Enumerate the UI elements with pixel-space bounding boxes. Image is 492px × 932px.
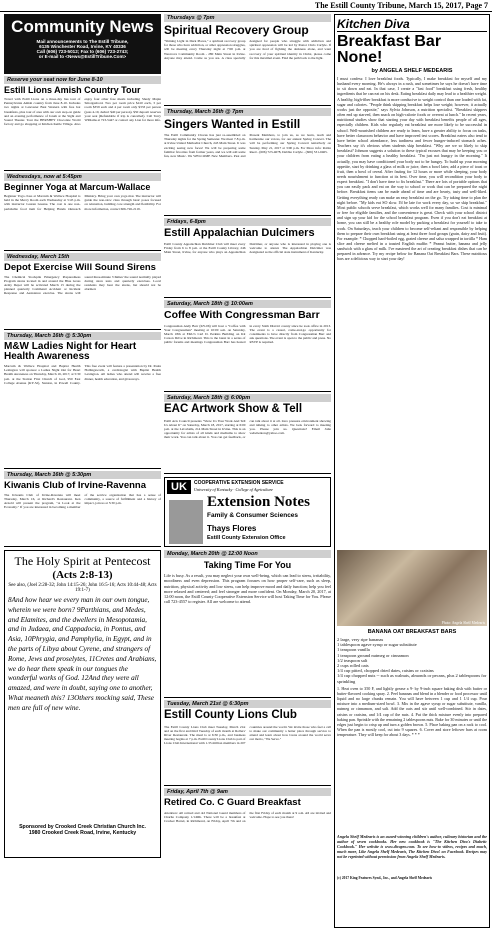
kitchen-kicker: Kitchen Diva: [337, 17, 487, 32]
lions-club-body: The Estill County Lions Club meet Tuesday, March 21st and on the first and third Tuesday of each month at Rollers' River Restaurant. The meal is at 6:30 p.m., and business meeting begins at 7 p.m. Estill County Lions Club is part of Lions Club International with 1.35 million members in 207 countries around the world. We invite those who feel a call to make our community a better place through service to attend and learn about how Lions around the world serve our motto, "We Serve.": [164, 724, 331, 746]
singers-section: [164, 108, 331, 216]
coffee-section: [164, 300, 331, 392]
lions-tour-title: Estill Lions Amish Country Tour: [4, 85, 141, 95]
events-column: [164, 14, 331, 858]
bible-verses: 8And how hear we every man in our own tongue, wherein we were born? 9Parthians, and Medes, and Elamites, and the dwellers in Mesopotamia, and in Judaea, and Cappadocia, in Pontus, and Asia, 10Phrygia, and Pamphylia, in Egypt, and in the parts of Libya about Cyrene, and strangers of Rome, Jews and proselytes, 11Cretes and Arabians, we do hear them speak in our tongues the wonderful works of God. 12And they were all amazed, and were in doubt, saying one to another, What meaneth this? 13Others mocking said, These men are full of new wine.: [8, 596, 157, 712]
ingredient-item: 1/4 cup chopped nuts -- such as walnuts, almonds or pecans, plus 2 tablespoons for sprinkling: [337, 673, 487, 684]
ingredient-item: 1 teaspoon ground nutmeg or cinnamon: [337, 652, 409, 658]
kiwanis-body: The Kiwanis Club of Irvine-Ravenna will meet Thursday, March 16, at Richard's Restaurant. Ken Arnold will present the program, "A Look at the Economy." If you are interested in becoming a member of the service organization that has a sense of community, a source of fulfillment and a history of impact, join us at 5:30 p.m.: [4, 492, 161, 510]
kitchen-title: Breakfast Bar None!: [337, 33, 442, 66]
uk-service-line: COOPERATIVE EXTENSION SERVICE: [194, 480, 284, 486]
kiwanis-title: Kiwanis Club of Irvine-Ravenna: [4, 480, 146, 491]
yoga-date-bar: Wednesdays, now at 5:45pm: [4, 173, 161, 181]
recipe-ingredients: [337, 637, 487, 684]
kitchen-article-body: I must confess: I love breakfast foods. Typically, I make breakfast for myself and my husband every morning. He's always in a rush, and sometimes he says he doesn't have time to sit down and eat. In that case, I create a "fast food" breakfast using fresh, healthy ingredients that he can eat on his desk. Eating breakfast daily may lead to a healthier weight. A healthy, high-fiber breakfast is more conducive to weight control than one loaded with fat, sugar and calories. "People think skipping breakfast helps lose weight; however, it actually works just the opposite," says Sylvia Johnson, a nutrition specialist. "Breakfast skippers often end up starved, then snack on high-calorie foods or overeat at lunch." In recent years, nutritional studies show that starting your day with breakfast benefits people of all ages, especially children. Kids who regularly eat breakfast are more likely to be successful in school. Well-nourished children are ready to learn, have a greater ability to focus on tasks, have better classroom behavior and have improved test scores. Breakfast eaters also tend to have better school attendance, less tardiness and fewer hunger-induced stomach aches. Teachers say it's obvious when students skip breakfast. "Why are we so likely to skip breakfast? Johnson suggests a solution to these typical excuses that may be keeping you or your children from eating a healthy breakfast. "I'm just not hungry in the morning." It actually, you may have conditioned your body not to be hungry. To build up your morning appetite, start by drinking a glass of milk or juice, then a bowl later, add a piece of toast or fruit, then a bowl of cereal. After fasting for 12 hours or more while sleeping, your body needs nourishment to function at its best. Over time, you will recondition your body to expect breakfast. "I don't have time to fix breakfast." There are lots of portable options that you can easily pack and eat on the way to school or work that can be prepared the night before. Breakfast items can be made ahead of time and are hearty, tasty and well-liked. Getting everything ready can make an easy breakfast on the go. Try taking time to plan the night before. "My kids eat SO slow. I'd be late for work every day, so we skip breakfast." Most public schools serve breakfast, which works well for many families. Cost is minimal or free for eligible families, and the convenience is great. Check with your school district and sign up your kid for the school breakfast program. Even if you don't eat breakfast at home, you can still be a healthy role model by packing a breakfast for yourself to take to work. On Saturdays, teach your children to become self-reliant and responsible by helping them to prepare their own breakfast using at least three food groups (grain, dairy and fruit). For example: * Chopped hard-boiled egg, grated cheese and salsa wrapped in tortilla * Ham slice and cheese melted in a toasted English muffin * Peanut butter, banana and jelly sandwich with a glass of milk. I've mastered the art of creating breakfast dishes that can be prepared in advance. Try my recipe below for Banana Oat Breakfast Bars. These nutritious bars are a delicious way to start your day!: [337, 76, 487, 262]
bible-title: The Holy Spirit at Pentecost: [14, 554, 151, 568]
lions-date-bar: Reserve your seat now for June 8-10: [4, 76, 161, 84]
ingredient-item: 1/2 teaspoon salt: [337, 657, 368, 663]
recipe-title: BANANA OAT BREAKFAST BARS: [367, 629, 457, 635]
lions-club-title: Estill County Lions Club: [164, 709, 297, 721]
recipe-steps: 1. Heat oven to 350 F, and lightly grease a 9- by 9-inch square baking dish with butter or butter-flavored cooking spray. 2. Peel bananas and blend in a blender or food processor until liquid and no large chunks remain. You will have between 1 cup and 1 1/4 cup. Pour mixture into a medium-sized bowl. 3. Mix in the agave syrup or sugar substitute, vanilla, nutmeg or cinnamon, and salt. Add the oats and stir until well-combined. Stir in dates, raisins or craisins, and 1/4 cup of the nuts. 4. Put the thick mixture evenly into prepared baking pan. Sprinkle with the remaining 2 tablespoons nuts. Bake for 30 minutes or until the edges just begin to crisp up and turn a golden brown. 5. Place baking pan on a rack to cool. When the pan is mostly cool, cut into 9 squares. 6. Cover and store leftover bars at room temperature. They will keep for about 3 days. * * *: [337, 685, 487, 738]
depot-title: Depot Exercise Will Sound Sirens: [4, 262, 156, 273]
ingredient-item: 2 cups rolled oats: [337, 663, 369, 669]
taking-time-date-bar: Monday, March 20th @ 12:00 Noon: [164, 550, 331, 558]
community-title: Community News: [11, 17, 154, 36]
yoga-section: [4, 173, 161, 251]
extension-author-name: Thays Flores: [207, 524, 257, 533]
singers-body: The Estill Community Chorus has just re-assembled on Thursday nights for the Spring Semester. We meet 7-8 p.m. at Irvine United Methodist Church, 243 Main Street. It was exciting seeing new faces! We will be preparing some familiar favorites from former years, and we will add some fun, new Music. We WELCOME New Members. Past and Present Members, to join us, as we learn, teach and harmonize our voices, for our annual Spring Concert. The will be performing our Spring Concert tentatively on Sunday, May 21, 2017 at 3:00 p.m. For More info: Robin Reed - (606) 723-4678, Debbie Carlyle - (606) 531-0465.: [164, 133, 331, 159]
coffee-title: Coffee With Congressman Barr: [164, 309, 320, 321]
lions-club-section: [164, 700, 331, 786]
family-consumer-line: Family & Consumer Sciences: [207, 512, 299, 519]
taking-time-title: Taking Time For You: [203, 560, 292, 570]
retired-body: Attention: All retired and old National Guard members of Charlie Company 1/149th. There will be a breakfast at Cracker Barrel, in Richmond, on Friday, April 7th and on the first Friday of each month at 9 a.m. All are invited and welcome. Hope to see you there!: [164, 810, 331, 823]
depot-body: The Chemical Stockpile Emergency Preparedness Program sirens located in and around the Blue Grass Army Depot will be activated March 15 during the planned quarterly Command Accident or Incident Response and Assistance exercise. The sirens will sound three-minute 'Chimes' the sound normally played during siren tests and quarterly exercises. Local residents may hear the sirens, but should not be alarmed.: [4, 274, 161, 296]
kiwanis-section: [4, 471, 161, 547]
community-news-column: [4, 14, 161, 858]
eac-section: [164, 394, 331, 474]
uk-college-line: University of Kentucky · College of Agriculture: [194, 487, 273, 492]
dulcimer-title: Estill Appalachian Dulcimers: [164, 227, 315, 239]
lions-club-date-bar: Tuesday, March 21st @ 6:30pm: [164, 700, 331, 708]
ingredient-item: 2 large, very ripe bananas: [337, 637, 384, 642]
spiritual-title: Spiritual Recovery Group: [164, 23, 309, 37]
ingredient-item: 1 tablespoon agave syrup or sugar substitute: [337, 642, 417, 648]
retired-guard-section: [164, 788, 331, 858]
lions-tour-body: Travel with Estill Lions on a three-day bus tour of Pennsylvania Amish country from June 8-10. Includes two nights at Lancaster Best Western with free hot breakfasts, plus tour of area with our own step-on guide and an evening performance of Jonah at the Sight and Sound Theater. Tour the HERSHEY Chocolate World factory and go shopping at Kitchen Kettle Village. Also enjoy four other free meals including Shady Maple Smorgasbord. Two per room price $410 each, 3 per room $359 each and 4 per room only $333 per person (pass 4-10, deduct $40 per person). $50 deposit reserves your seat (Refundable if trip is cancelled). Call Terry Williams at 723-5447 or contact any Lion for more info.: [4, 97, 161, 127]
header-text: The Estill County Tribune, March 15, 2017, Page 7: [314, 1, 488, 10]
copyright-line: (c) 2017 King Features Synd., Inc., and Angela Shelf Medearis: [337, 875, 433, 880]
yoga-title: Beginner Yoga at Marcum-Wallace: [4, 182, 151, 192]
mail-line-1: Mail announcements to The Estill Tribune,: [36, 39, 129, 44]
mail-line-3: Call (606) 723-5012; Fax to (606) 723-2743;: [36, 49, 129, 54]
singers-date-bar: Thursday, March 16th @ 7pm: [164, 108, 331, 116]
eac-body: Estill Arts Council presents "Show Us Your Work And Tell Us About It" on Saturday, March 18, 2017, starting at 6:00 p.m. at the LaCabaña, 214 Main Street in Irvine. This is an opportunity for artists of all kinds and mediums to show their work. You can talk about it. You can get feedback, or can talk about it at all. Zero pressure environment showing and talking to other artists. We look forward to meeting you. Please join us. Questions? Email John webebenton@yahoo.com.: [164, 418, 331, 440]
mw-date-bar: Thursday, March 16th @ 5:30pm: [4, 332, 161, 340]
taking-time-section: [164, 550, 331, 698]
mail-line-2: 6135 Winchester Road, Irvine, KY 40336: [39, 44, 126, 49]
mail-line-4: or E-mail to <News@EstillTribune.Com>: [38, 54, 127, 59]
kitchen-byline: by ANGELA SHELF MEDEARIS: [371, 68, 453, 74]
page-header: [0, 0, 492, 12]
ingredient-item: 1 teaspoon vanilla: [337, 647, 370, 653]
eac-date-bar: Saturday, March 18th @ 6:00pm: [164, 394, 331, 402]
depot-section: [4, 253, 161, 330]
dulcimer-section: [164, 218, 331, 298]
breakfast-bar-photo: [337, 550, 487, 626]
mw-section: [4, 332, 161, 469]
mw-body: Marcum & Wallace Hospital and Baptist Health Lexington will sponsor a Ladies Night Out for Heart Health Awareness on Thursday, March 16, 2017, at 5:30 p.m. at the Station First Church of God, 950 East College Avenue (KY-52), Stanton, in Powell County. This free event will feature a presentation by Dr. Paula Hollingsworth, a cardiologist with Baptist Health Lexington. All ladies who attend will receive a free dinner, health education, and giveaways.: [4, 364, 161, 385]
dulcimer-body: Estill County Appalachian Dulcimer Club will meet every Friday from 6 to 8 p.m. at the Estill County Library, 246 Main Street, Irvine, for anyone who plays an Appalachian Dulcimer, or anyone who is interested in playing one is welcome to attend. The Appalachian Dulcimer was designated as the official state instrument of Kentucky.: [164, 242, 331, 255]
coffee-date-bar: Saturday, March 18th @ 10:00am: [164, 300, 331, 308]
bible-address: 1980 Crooked Creek Road, Irvine, Kentucky: [28, 830, 137, 836]
community-masthead: [4, 14, 161, 74]
spiritual-section: [164, 14, 331, 106]
uk-logo: UK: [167, 480, 191, 494]
lions-tour-section: [4, 76, 161, 171]
kitchen-diva-column: [334, 14, 490, 928]
eac-title: EAC Artwork Show & Tell: [164, 403, 303, 415]
extension-office: Estill County Extension Office: [207, 535, 286, 541]
extension-notes-title: Extension Notes: [207, 494, 310, 510]
extension-box: [164, 477, 331, 547]
spiritual-body: "Shining Light in Dark Places," a spiritual recovery group for those who have addiction, or other oppression struggles, will be meeting every Thursday night at 7:00 p.m. at Westcove Community Room - 280 Main Street in Irvine. Anyone may attend. Come as you are. A class specially designed for people who struggle with addiction and spiritual oppression will be led by Pastor Chris Carlyle. If you are tired of fighting the darkness alone, and want recovery of your spiritual identity in Christ, please come for this maximal event. Find the path back to the light.: [164, 39, 331, 60]
depot-date-bar: Wednesday, March 15th: [4, 253, 161, 261]
bible-see-also: See also, (Joel 2:28-32; John 14:15-26; John 16:5-16; Acts 10:44-48; Acts 19:1-7): [8, 583, 157, 593]
photo-caption: Photo: Angela Shelf Medearis: [441, 621, 485, 625]
author-photo: [169, 500, 203, 544]
mw-title: M&W Ladies Night for Heart Health Awareness: [4, 341, 137, 362]
coffee-body: Congressman Andy Barr (KY-06) will host a "Coffee with Your Congressman" meeting at 10:00 a.m. on Saturday, March 18th at EKU's Carl D. Perkins Building on Kit Carson Drive in Richmond. This is the latest in a series of public forums and meetings Congressman Barr has hosted in every Sixth District county since he took office in 2013. The event is a casual, come-and-go opportunity for constituents to have directly from Congressman Barr and ask questions. The event is open to the public and press. No RSVP is required.: [164, 323, 331, 345]
singers-title: Singers Wanted in Estill: [164, 117, 301, 131]
author-bio: Angela Shelf Medearis is an award-winning children's author, culinary historian and the author of seven cookbooks. Her new cookbook is "The Kitchen Diva's Diabetic Cookbook." Her website is www.divapro.com. To see how-to videos, recipes and much, much more, Like Angela Shelf Medearis, The Kitchen Diva! on Facebook. Recipes may not be reprinted without permission from Angela Shelf Medearis.: [337, 833, 487, 860]
retired-title: Retired Co. C Guard Breakfast: [164, 797, 301, 808]
bible-box: [4, 550, 161, 858]
spiritual-date-bar: Thursdays @ 7pm: [164, 14, 331, 22]
kiwanis-date-bar: Thursday, March 16th @ 5:30pm: [4, 471, 161, 479]
yoga-body: Beginner Yoga class at Marcum & Wallace Hospital is held in the Mercy Room each Wednesday at 5:45 p.m. with instructor Lauren Greene. The cost is one non-perishable food item for Helping Hands Outreach Ministry. Bring your own yoga mat. The instructor will guide the non-slow class through basic poses focused on relaxation, building core strength and flexibility. For more information, contact 606-726-2119.: [4, 194, 161, 211]
retired-date-bar: Friday, April 7th @ 9am: [164, 788, 331, 796]
bible-ref: (Acts 2:8-13): [52, 569, 113, 581]
taking-time-body: Life is busy. As a result, you may neglect your own well-being, which can lead to stress, irritability, moodiness and even depression. This program focuses on how proper self-care, such as sleep, nutrition, physical activity and low stress, can help improve mood and daily function; help you feel more relaxed and centered; and feel stronger and more confident. On Monday, March 20, 2017, at 12:00 noon, the Estill County Cooperative Extension Service will host Taking Time for You. Please call 723-4557 to register. All are welcome to attend.: [164, 573, 331, 605]
bible-sponsor: Sponsored by Crooked Creek Christian Church Inc.: [19, 824, 146, 830]
dulcimer-date-bar: Fridays, 6-8pm: [164, 218, 331, 226]
ingredient-item: 1/4 cup pitted, chopped dried dates, raisins or craisins: [337, 668, 434, 674]
